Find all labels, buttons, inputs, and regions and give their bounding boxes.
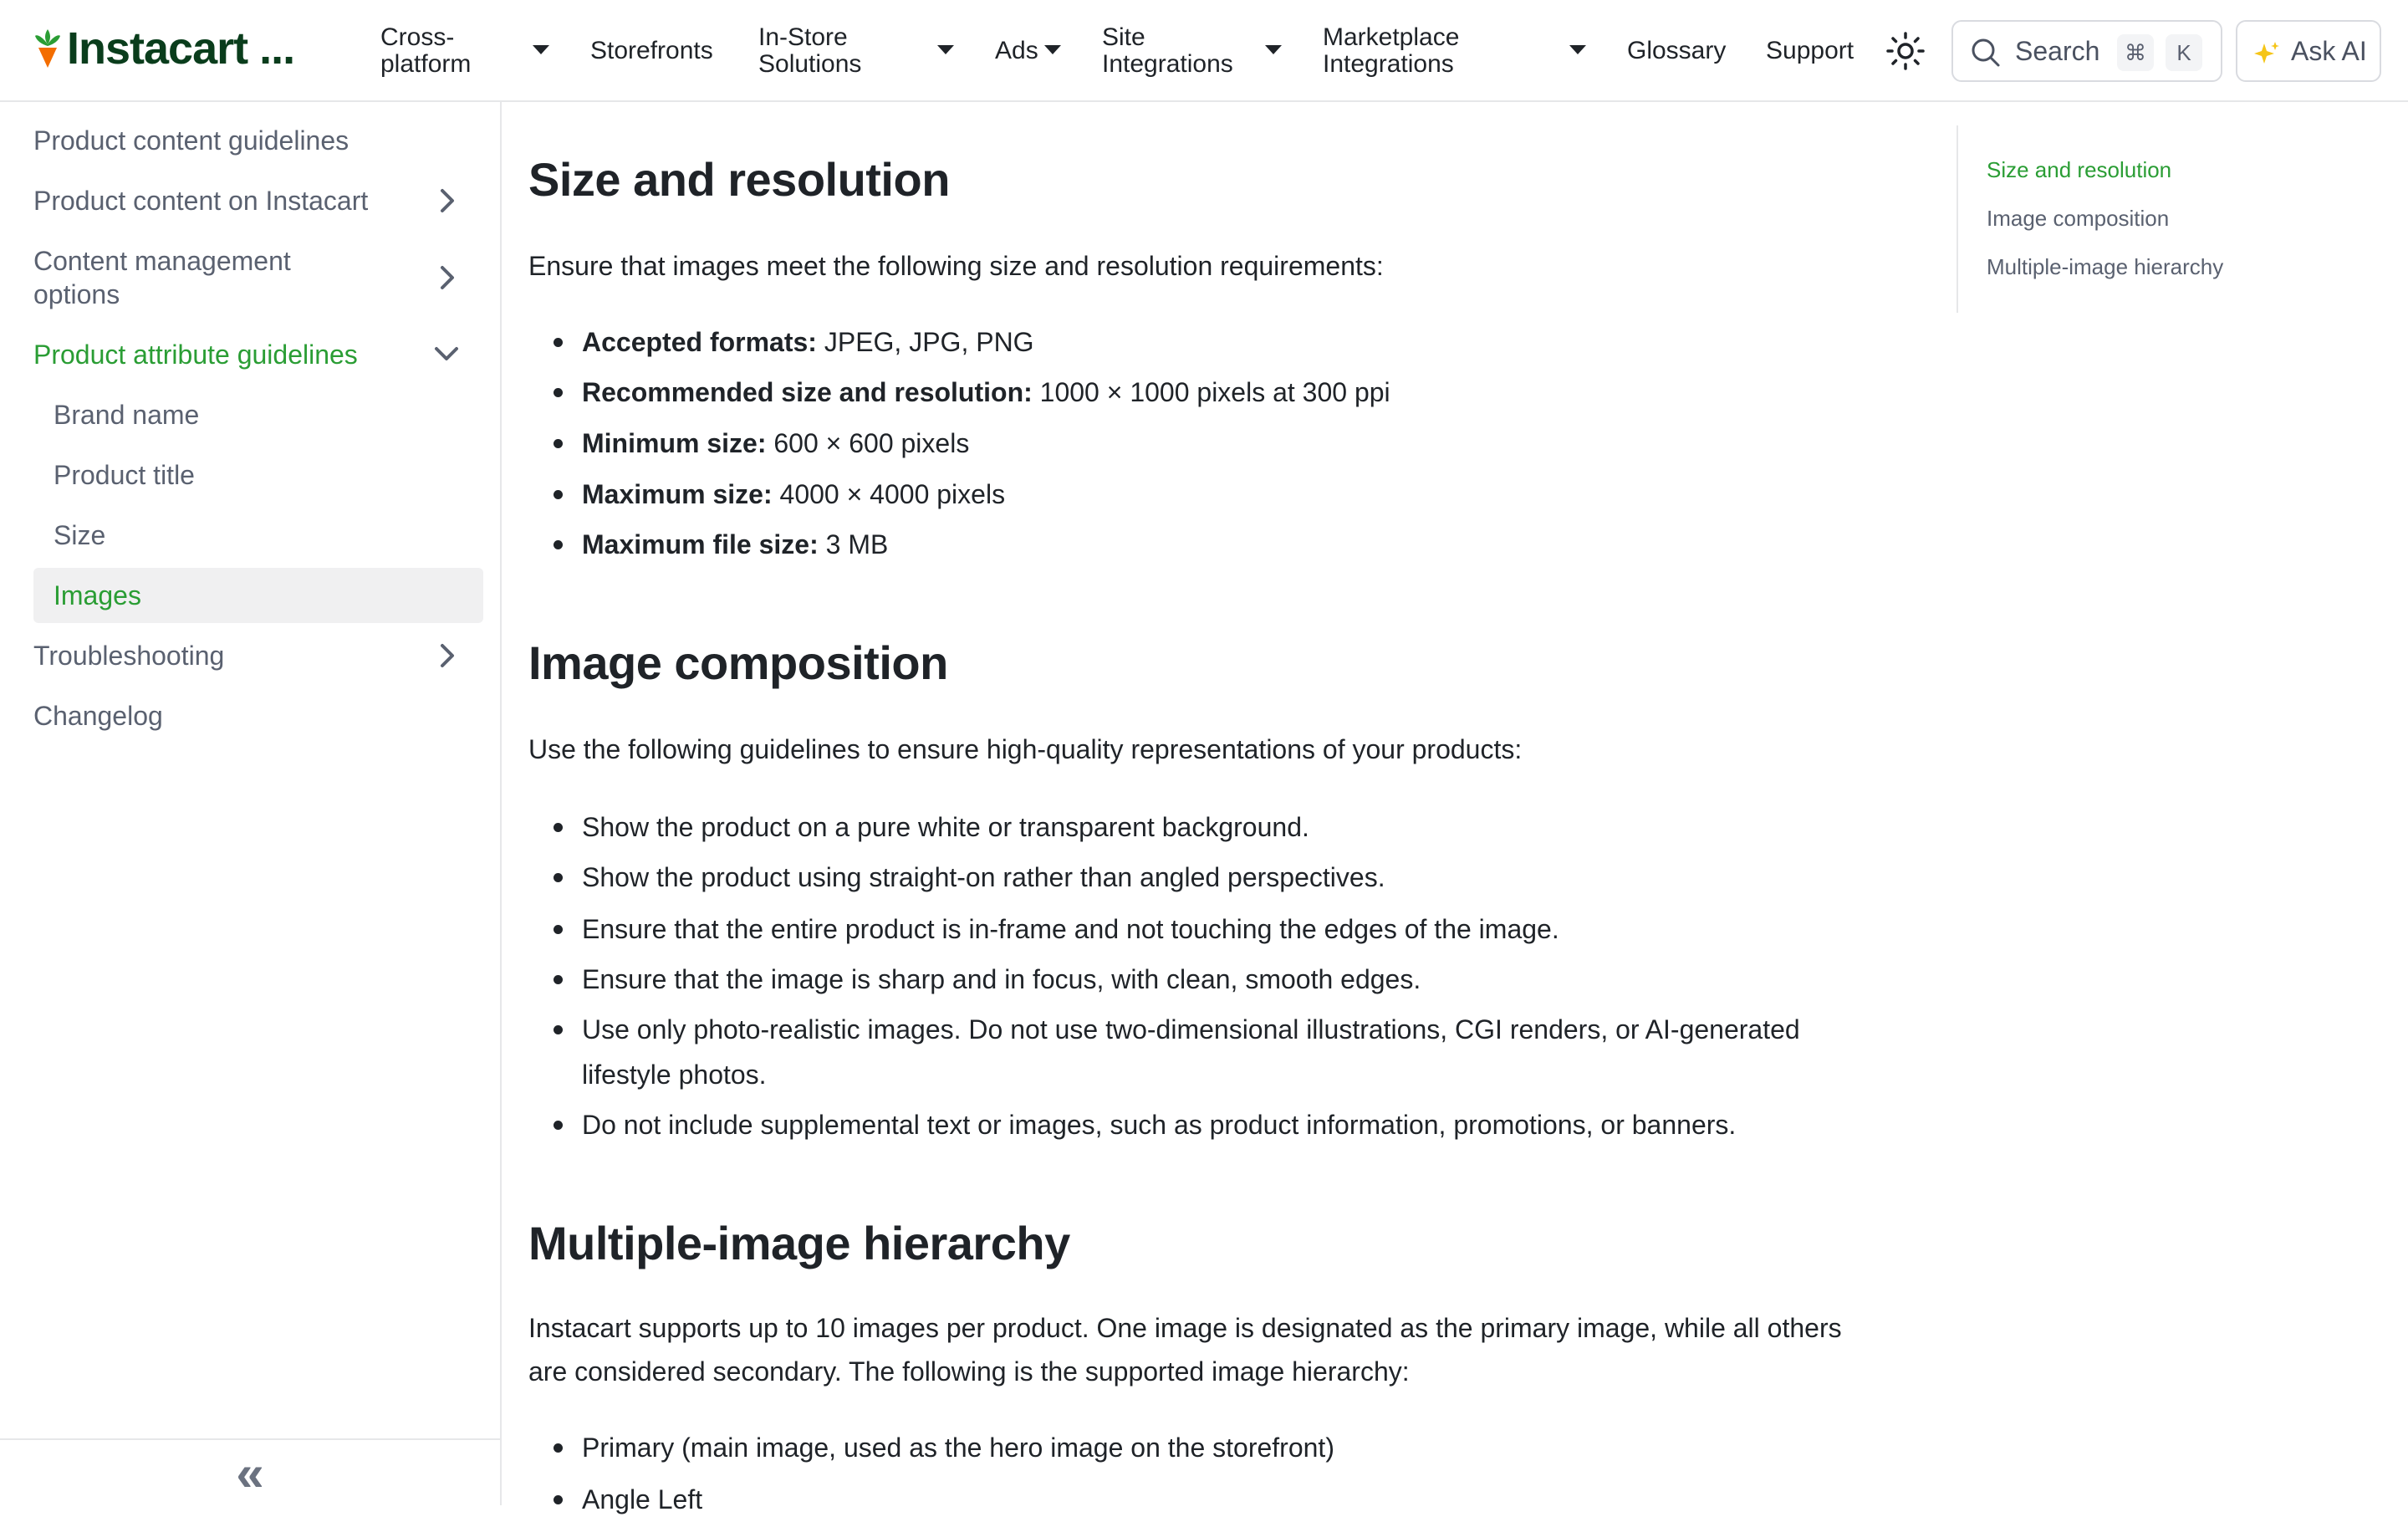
toc-item-multiple-image-hierarchy[interactable]: Multiple-image hierarchy	[1987, 254, 2224, 279]
sidebar-item-label: Troubleshooting	[33, 641, 225, 671]
sidebar-item-content-management-options[interactable]	[33, 244, 483, 311]
list-item	[582, 522, 1886, 567]
nav-label-line2: Integrations	[1102, 50, 1233, 78]
nav-storefronts[interactable]	[590, 0, 713, 102]
sidebar-item-troubleshooting[interactable]	[33, 639, 483, 672]
sidebar-item-label: Product content guidelines	[33, 125, 349, 156]
sidebar	[0, 102, 502, 1505]
chevron-right-icon[interactable]	[436, 263, 458, 293]
nav-label-line2: platform	[380, 50, 472, 78]
list-item: Ensure that the image is sharp and in focus, with clean, smooth edges.	[582, 957, 1886, 1002]
nav-label: Storefronts	[590, 37, 713, 64]
list-item: Primary (main image, used as the hero image on the storefront)	[582, 1425, 1886, 1470]
item-bold-label: Recommended size and resolution:	[582, 377, 1033, 407]
chevron-down-icon[interactable]	[431, 343, 462, 365]
ask-ai-label: Ask AI	[2291, 35, 2367, 66]
list-item	[582, 370, 1886, 415]
chevron-down-icon[interactable]	[533, 45, 549, 54]
sidebar-item-label-line1: Content management	[33, 246, 291, 276]
ask-ai-button[interactable]	[2236, 20, 2381, 82]
section-heading-image-composition: Image composition	[528, 636, 948, 689]
nav-support[interactable]	[1766, 0, 1854, 102]
sidebar-item-product-title[interactable]	[54, 458, 483, 492]
sidebar-item-product-content-on-instacart[interactable]	[33, 184, 483, 217]
sidebar-item-label: Product title	[54, 460, 195, 490]
sidebar-item-label: Brand name	[54, 400, 200, 430]
nav-ads[interactable]	[995, 0, 1038, 102]
nav-label-line1: Site	[1102, 23, 1145, 51]
chevron-down-icon[interactable]	[937, 45, 954, 54]
sidebar-item-product-content-guidelines[interactable]	[33, 124, 483, 157]
sun-theme-toggle-icon[interactable]	[1886, 32, 1925, 70]
logo-text: Instacart ...	[67, 23, 295, 74]
list-item	[582, 472, 1886, 517]
chevron-down-icon[interactable]	[1265, 45, 1282, 54]
nav-label: Support	[1766, 37, 1854, 64]
search-placeholder: Search	[2015, 35, 2100, 66]
nav-label-line2: Integrations	[1323, 50, 1454, 78]
item-bold-label: Maximum size:	[582, 479, 773, 509]
sidebar-item-label: Images	[54, 580, 141, 610]
list-item: Ensure that the entire product is in-frame and not touching the edges of the image.	[582, 907, 1886, 952]
sidebar-item-changelog[interactable]	[33, 699, 483, 733]
instacart-logo[interactable]	[33, 23, 294, 74]
chevron-right-icon[interactable]	[436, 186, 458, 216]
sidebar-item-brand-name[interactable]	[54, 398, 483, 432]
section-intro: Use the following guidelines to ensure high-quality representations of your products:	[528, 734, 1523, 764]
collapse-sidebar-button[interactable]	[0, 1438, 500, 1505]
search-icon	[1970, 37, 2002, 69]
list-item: Show the product using straight-on rather than angled perspectives.	[582, 855, 1886, 900]
list-item	[582, 421, 1886, 466]
search-button[interactable]	[1951, 20, 2222, 82]
chevron-right-icon[interactable]	[436, 641, 458, 671]
chevron-down-icon[interactable]	[1569, 45, 1586, 54]
item-text: 1000 × 1000 pixels at 300 ppi	[1032, 377, 1390, 407]
nav-label: Glossary	[1627, 37, 1727, 64]
item-bold-label: Minimum size:	[582, 428, 767, 458]
section-heading-size-and-resolution: Size and resolution	[528, 153, 950, 206]
nav-label-line1: Cross-	[380, 23, 455, 51]
top-navigation-bar	[0, 0, 2408, 102]
item-bold-label: Maximum file size:	[582, 529, 819, 559]
item-text: JPEG, JPG, PNG	[816, 327, 1034, 357]
list-item: Do not include supplemental text or images, such as product information, promotions, or banners.	[582, 1102, 1886, 1147]
nav-label-line1: In-Store	[758, 23, 848, 51]
toc-item-image-composition[interactable]: Image composition	[1987, 206, 2170, 231]
kbd-cmd: ⌘	[2117, 34, 2154, 71]
item-text: 3 MB	[818, 529, 889, 559]
nav-marketplace-integrations[interactable]	[1323, 0, 1459, 102]
toc-item-size-and-resolution[interactable]: Size and resolution	[1987, 157, 2172, 182]
double-chevron-left-icon: «	[236, 1444, 264, 1501]
list-item: Angle Left	[582, 1477, 1886, 1522]
nav-label-line1: Marketplace	[1323, 23, 1460, 51]
sidebar-item-label: Product attribute guidelines	[33, 340, 358, 370]
nav-glossary[interactable]	[1627, 0, 1726, 102]
chevron-down-icon[interactable]	[1044, 45, 1061, 54]
nav-label: Ads	[995, 37, 1038, 64]
section-intro: Instacart supports up to 10 images per product. One image is designated as the primary image, while all others are considered secondary. The following is the supported image hierarchy:	[528, 1313, 1842, 1387]
list-item	[582, 319, 1886, 365]
item-text: 600 × 600 pixels	[766, 428, 970, 458]
item-bold-label: Accepted formats:	[582, 327, 817, 357]
carrot-logo-icon	[33, 29, 62, 68]
sidebar-item-label-line2: options	[33, 279, 120, 309]
sidebar-item-label: Size	[54, 520, 106, 550]
nav-site-integrations[interactable]	[1102, 0, 1233, 102]
nav-label-line2: Solutions	[758, 50, 862, 78]
sidebar-item-size[interactable]	[54, 518, 483, 552]
nav-cross-platform[interactable]	[380, 0, 471, 102]
list-item: Use only photo-realistic images. Do not use two-dimensional illustrations, CGI renders, or AI-generated lifestyle photos.	[582, 1007, 1886, 1097]
kbd-k: K	[2166, 34, 2202, 71]
nav-in-store-solutions[interactable]	[758, 0, 861, 102]
sparkle-icon	[2252, 40, 2281, 69]
sidebar-item-images[interactable]	[54, 579, 483, 612]
section-intro: Ensure that images meet the following size and resolution requirements:	[528, 251, 1384, 281]
sidebar-item-label: Changelog	[33, 701, 163, 731]
list-item: Show the product on a pure white or transparent background.	[582, 804, 1886, 850]
table-of-contents	[1956, 125, 2375, 313]
section-heading-multiple-image-hierarchy: Multiple-image hierarchy	[528, 1217, 1070, 1269]
sidebar-item-product-attribute-guidelines[interactable]	[33, 338, 483, 371]
sidebar-item-label: Product content on Instacart	[33, 186, 369, 216]
item-text: 4000 × 4000 pixels	[772, 479, 1006, 509]
